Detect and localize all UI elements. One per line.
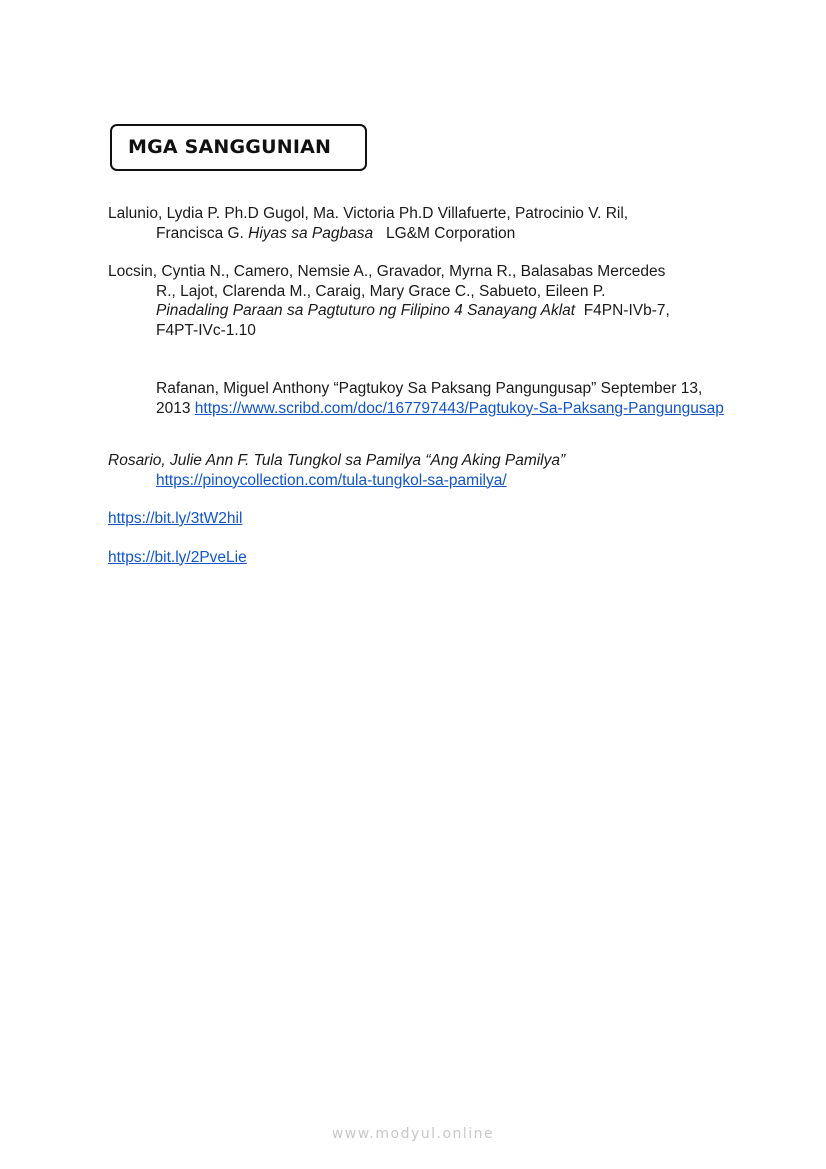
footer-watermark: www.modyul.online <box>331 1126 495 1142</box>
reference-lalunio <box>108 204 728 243</box>
reference-rosario <box>108 451 728 490</box>
section-heading: MGA SANGGUNIAN <box>128 136 332 158</box>
reference-locsin-code-1: F4PN-IVb-7, <box>575 302 670 319</box>
reference-link-2 <box>108 548 728 568</box>
reference-lalunio-title: Hiyas sa Pagbasa <box>248 224 374 242</box>
reference-locsin-code-2: F4PT-IVc-1.10 <box>156 321 256 339</box>
reference-rosario-link[interactable]: https://pinoycollection.com/tula-tungkol-sa-pamilya/ <box>156 471 507 489</box>
reference-locsin-authors-2: R., Lajot, Clarenda M., Caraig, Mary Grace C., Sabueto, Eileen P. <box>156 282 606 300</box>
bitly-link-2[interactable]: https://bit.ly/2PveLie <box>108 548 247 566</box>
reference-rosario-text: Rosario, Julie Ann F. Tula Tungkol sa Pamilya “Ang Aking Pamilya” <box>108 452 566 469</box>
reference-lalunio-author-tail: Francisca G. <box>156 224 249 242</box>
reference-lalunio-publisher: LG&M Corporation <box>373 224 516 242</box>
references-list <box>108 204 728 567</box>
reference-locsin-title: Pinadaling Paraan sa Pagtuturo ng Filipino 4 Sanayang Aklat <box>156 302 576 319</box>
reference-locsin-authors-1: Locsin, Cyntia N., Camero, Nemsie A., Gravador, Myrna R., Balasabas Mercedes <box>108 263 666 280</box>
reference-rafanan-link[interactable]: https://www.scribd.com/doc/167797443/Pagtukoy-Sa-Paksang-Pangungusap <box>194 399 724 417</box>
bitly-link-1[interactable]: https://bit.ly/3tW2hil <box>108 510 243 527</box>
reference-lalunio-authors: Lalunio, Lydia P. Ph.D Gugol, Ma. Victoria Ph.D Villafuerte, Patrocinio V. Ril, <box>108 205 629 222</box>
reference-rafanan-text: Rafanan, Miguel Anthony “Pagtukoy Sa Paksang Pangungusap” September 13, 2013 <box>156 380 703 417</box>
reference-link-1 <box>108 509 728 529</box>
reference-rafanan <box>108 379 728 418</box>
section-heading-box <box>110 124 367 171</box>
reference-locsin <box>108 262 728 340</box>
